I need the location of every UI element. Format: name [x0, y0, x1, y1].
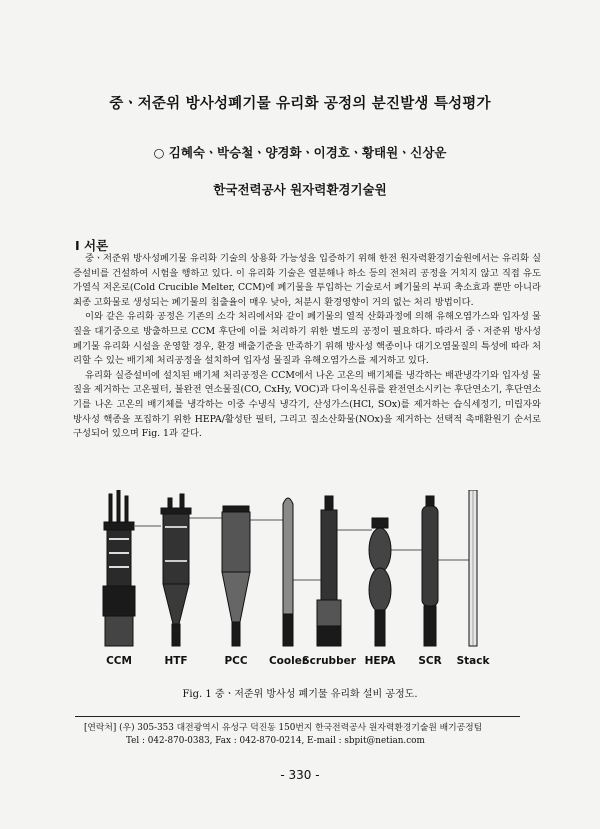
- label-pcc: PCC: [224, 655, 248, 667]
- cooler-unit: [283, 498, 293, 646]
- stack-unit: [469, 490, 477, 646]
- label-hepa: HEPA: [364, 655, 396, 667]
- label-scrubber: Scrubber: [302, 655, 356, 667]
- paper-title: 중ㆍ저준위 방사성폐기물 유리화 공정의 분진발생 특성평가: [109, 96, 491, 112]
- footnote-line: Tel : 042-870-0383, Fax : 042-870-0214, E-mail : sbpit@netian.com: [126, 736, 425, 746]
- paragraph: 중ㆍ저준위 방사성폐기물 유리화 기술의 상용화 가능성을 입증하기 위해 한전 원자력환경기술원에서는 유리화 실증설비를 건설하여 시험을 행하고 있다. 이 유리화 기술은 열분해나 하소 등의 전처리 공정을 거치지 않고 직접 유도가열식 저온로(Cold Crucible Melter, CCM)에 폐기물을 투입하는 기술로서 폐기물의 부피 축소효과 뿐만 아니라 최종 고화물로 생성되는 폐기물의 침출율이 매우 낮아, 처분시 환경영향이 거의 없는 처리 방법이다.: [73, 253, 541, 308]
- label-scr: SCR: [418, 655, 442, 667]
- scr-unit: [422, 496, 438, 646]
- page-number: - 330 -: [280, 768, 320, 782]
- author-list: ○ 김혜숙ㆍ박승철ㆍ양경화ㆍ이경호ㆍ황태원ㆍ신상운: [153, 145, 447, 160]
- contact-footnote: [84, 722, 544, 748]
- figure-caption: Fig. 1 중ㆍ저준위 방사성 폐기물 유리화 설비 공정도.: [182, 689, 418, 700]
- label-cooler: Cooler: [268, 655, 308, 667]
- pcc-unit: [222, 506, 250, 646]
- process-diagram: [95, 490, 515, 650]
- label-htf: HTF: [164, 655, 188, 667]
- equipment-labels: [95, 655, 515, 669]
- htf-unit: [161, 494, 191, 646]
- hepa-unit: [369, 518, 391, 646]
- affiliation: 한국전력공사 원자력환경기술원: [213, 182, 387, 197]
- section-heading: Ⅰ 서론: [75, 238, 109, 253]
- label-stack: Stack: [456, 655, 490, 667]
- paragraph: 이와 같은 유리화 공정은 기존의 소각 처리에서와 같이 폐기물의 열적 산화과정에 의해 유해오염가스와 입자성 물질을 대기중으로 방출하므로 CCM 후단에 이를 처리하기 위한 별도의 공정이 필요하다. 따라서 중ㆍ저준위 방사성폐기물 유리화 시설을 운영할 경우, 환경 배출기준을 만족하기 위해 방사성 핵종이나 대기오염물질의 특성에 따라 처리할 수 있는 배기체 처리공정을 설치하여 입자성 물질과 유해오염가스를 제거하고 있다.: [73, 311, 541, 367]
- footnote-divider: [75, 716, 520, 717]
- footnote-line: [연락처] (우) 305-353 대전광역시 유성구 덕진동 150번지 한국전력공사 원자력환경기술원 배기공정팀: [84, 723, 483, 733]
- scrubber-unit: [317, 496, 341, 646]
- paragraph: 유리화 실증설비에 설치된 배기체 처리공정은 CCM에서 나온 고온의 배기체를 냉각하는 배관냉각기와 입자성 물질을 제거하는 고온필터, 불완전 연소물질(CO, CxHy, VOC)과 다이옥신류를 완전연소시키는 후단연소기, 후단연소기를 나온 고온의 배기체를 냉각하는 이중 수냉식 냉각기, 산성가스(HCl, SOx)를 제거하는 습식세정기, 미립자와 방사성 핵종을 포집하기 위한 HEPA/활성탄 필터, 그리고 질소산화물(NOx)을 제거하는 선택적 촉매환원기 순서로 구성되어 있으며 Fig. 1과 같다.: [73, 369, 541, 440]
- ccm-unit: [103, 490, 135, 646]
- label-ccm: CCM: [106, 655, 132, 667]
- body-text: [73, 252, 541, 442]
